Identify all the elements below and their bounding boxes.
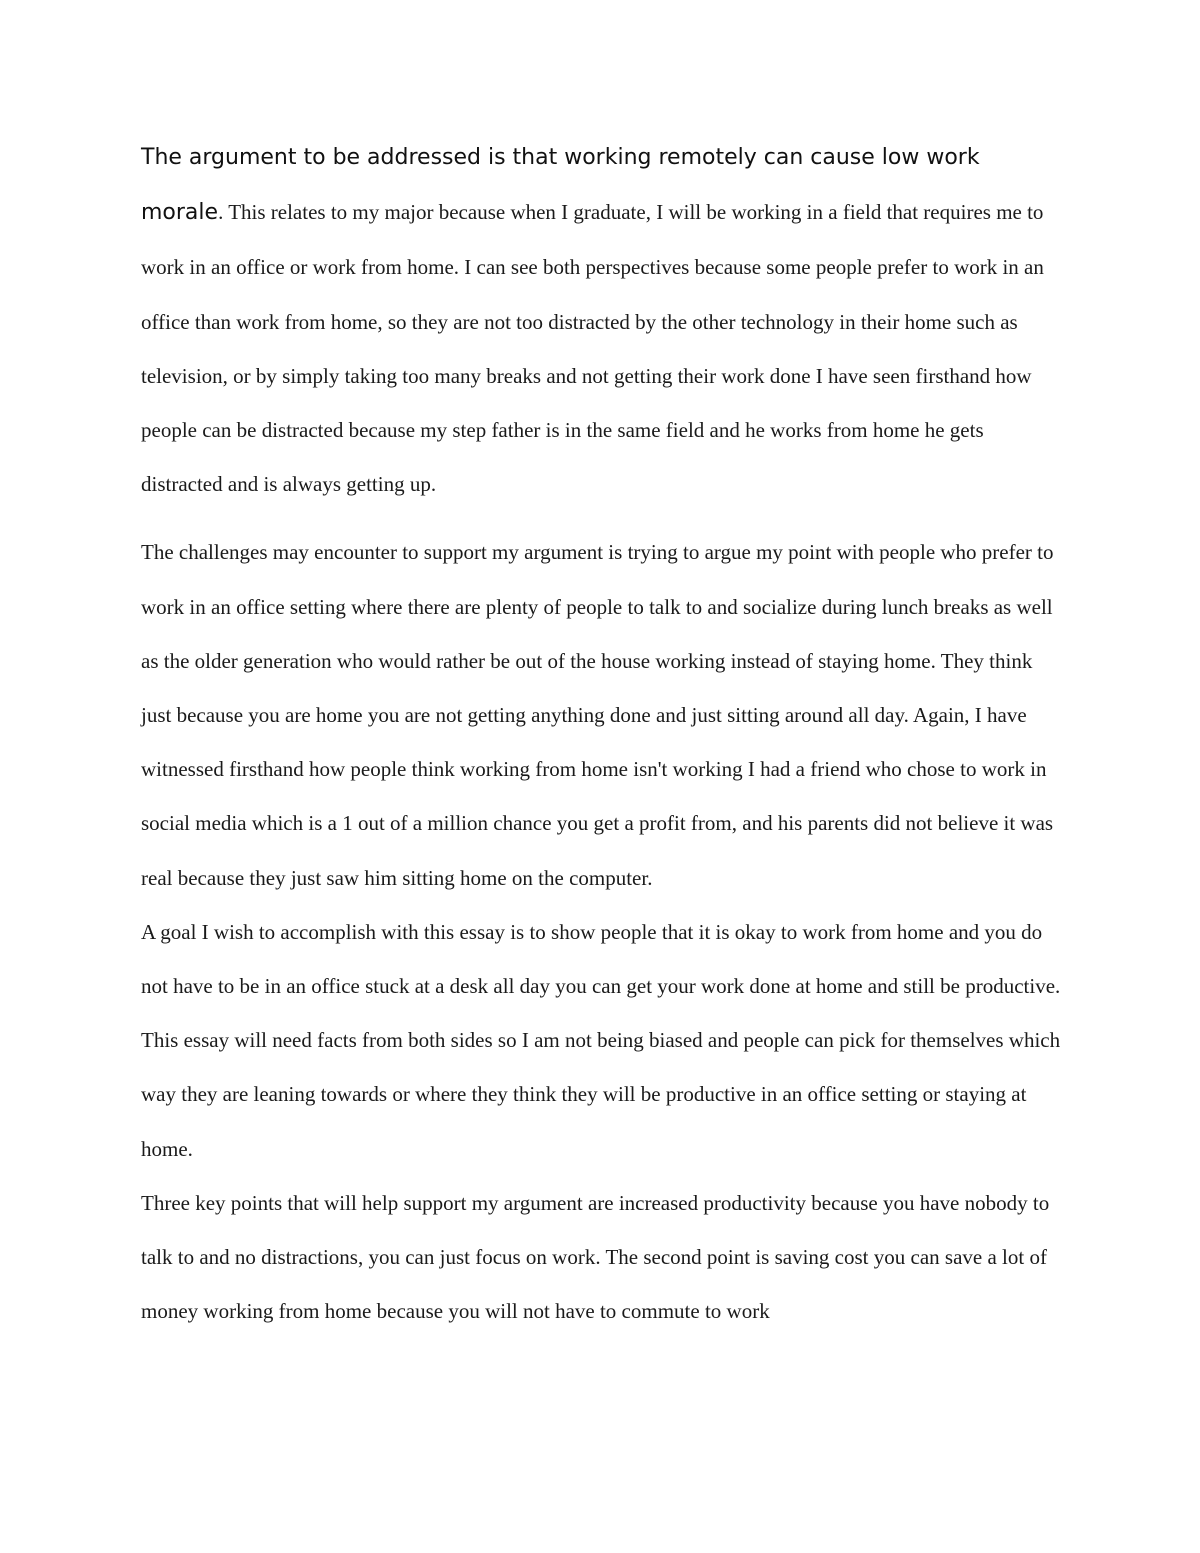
- argument-statement: The argument to be addressed is that working remotely can cause low work morale: [141, 145, 980, 226]
- paragraph-text: The challenges may encounter to support my argument is trying to argue my point with people who prefer to work in an office setting where there are plenty of people to talk to and socialize during lunch breaks as well as the older generation who would rather be out of the house working instead of staying home. They think just because you are home you are not getting anything done and just sitting around all day. Again, I have witnessed firsthand how people think working from home isn't working I had a friend who chose to work in social media which is a 1 out of a million chance you get a profit from, and his parents did not believe it was real because they just saw him sitting home on the computer.: [141, 540, 1054, 890]
- document-body: [141, 130, 1066, 1338]
- paragraph-key-points: [141, 1176, 1066, 1339]
- paragraph-text: A goal I wish to accomplish with this essay is to show people that it is okay to work from home and you do not have to be in an office stuck at a desk all day you can get your work done at home and still be productive. This essay will need facts from both sides so I am not being biased and people can pick for themselves which way they are leaning towards or where they think they will be productive in an office setting or staying at home.: [141, 919, 1061, 1161]
- paragraph-argument: [141, 130, 1066, 511]
- paragraph-goal: [141, 905, 1066, 1176]
- paragraph-text: . This relates to my major because when I graduate, I will be working in a field that requires me to work in an office or work from home. I can see both perspectives because some people prefer to work in an office than work from home, so they are not too distracted by the other technology in their home such as television, or by simply taking too many breaks and not getting their work done I have seen firsthand how people can be distracted because my step father is in the same field and he works from home he gets distracted and is always getting up.: [141, 200, 1044, 497]
- paragraph-challenges: [141, 525, 1066, 904]
- paragraph-text: Three key points that will help support my argument are increased productivity because you have nobody to talk to and no distractions, you can just focus on work. The second point is saving cost you can save a lot of money working from home because you will not have to commute to work: [141, 1190, 1050, 1324]
